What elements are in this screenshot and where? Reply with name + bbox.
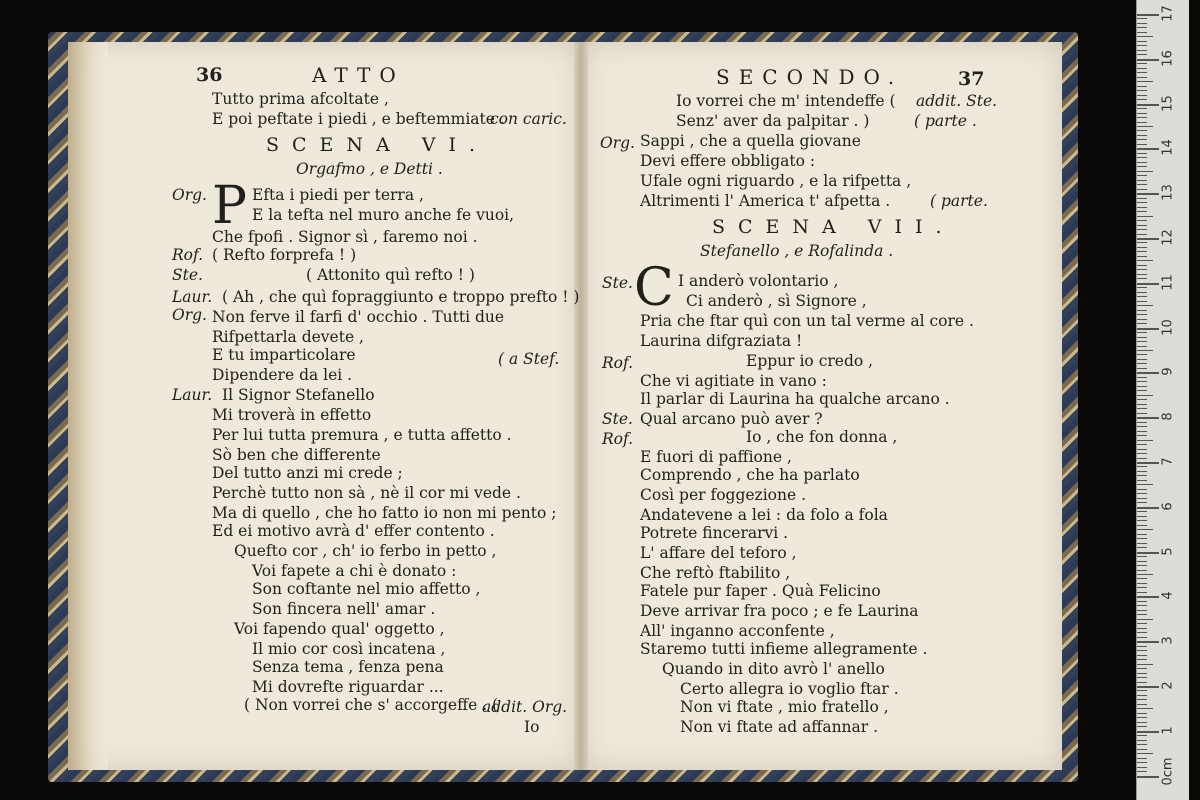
ruler-number: 3: [1160, 636, 1176, 645]
ruler-minor-tick: [1137, 251, 1147, 252]
ruler-major-tick: [1137, 328, 1159, 330]
ruler-minor-tick: [1137, 690, 1147, 691]
ruler-number: 13: [1160, 184, 1176, 201]
right-page-text-line: Org.: [600, 134, 635, 152]
left-page-text-line: Voi fapete a chi è donato :: [252, 562, 457, 580]
ruler-major-tick: [1137, 372, 1159, 374]
ruler-minor-tick: [1137, 220, 1147, 221]
ruler-minor-tick: [1137, 18, 1147, 19]
ruler-minor-tick: [1137, 386, 1147, 387]
ruler-minor-tick: [1137, 516, 1147, 517]
ruler-minor-tick: [1137, 502, 1147, 503]
right-page-text-line: Ste.: [602, 410, 633, 428]
right-page-text-line: I anderò volontario ,: [678, 272, 839, 290]
ruler-minor-tick: [1137, 484, 1153, 485]
ruler-major-tick: [1137, 59, 1159, 61]
ruler-number: 0cm: [1160, 757, 1176, 786]
left-page-text-line: Efta i piedi per terra ,: [252, 186, 424, 204]
ruler-minor-tick: [1137, 363, 1147, 364]
ruler-minor-tick: [1137, 68, 1147, 69]
ruler-minor-tick: [1137, 471, 1147, 472]
right-page-text-line: Non vi ftate ad affannar .: [680, 718, 879, 736]
left-page-text-line: Ste.: [172, 266, 203, 284]
left-page-text-line: Voi fapendo qual' oggetto ,: [234, 620, 445, 638]
ruler-minor-tick: [1137, 189, 1147, 190]
left-page-text-line: Rof.: [172, 246, 204, 264]
drop-cap-left: P: [212, 176, 247, 236]
ruler-minor-tick: [1137, 650, 1147, 651]
left-page-text-line: Per lui tutta premura , e tutta affetto .: [212, 426, 512, 444]
ruler-minor-tick: [1137, 632, 1147, 633]
ruler-minor-tick: [1137, 95, 1147, 96]
left-page-text-line: Ma di quello , che ho fatto io non mi pento ;: [212, 504, 557, 522]
left-page-text-line: Che fpofi . Signor sì , faremo noi .: [212, 228, 478, 246]
ruler-minor-tick: [1137, 664, 1153, 665]
ruler-minor-tick: [1137, 207, 1147, 208]
left-page-text-line: ( Non vorrei che s' accorgeffe . (: [244, 696, 499, 714]
ruler-minor-tick: [1137, 63, 1147, 64]
left-page-text-line: Rifpettarla devete ,: [212, 328, 364, 346]
right-page-text-line: Certo allegra io voglio ftar .: [680, 680, 899, 698]
ruler-minor-tick: [1137, 440, 1153, 441]
ruler-major-tick: [1137, 776, 1159, 778]
ruler-minor-tick: [1137, 489, 1147, 490]
ruler-minor-tick: [1137, 431, 1147, 432]
left-page-text-line: Org.: [172, 306, 207, 324]
ruler-minor-tick: [1137, 202, 1147, 203]
ruler-minor-tick: [1137, 198, 1147, 199]
stage-note: con caric.: [490, 110, 567, 128]
right-page-text-line: Senz' aver da palpitar . ): [676, 112, 870, 130]
left-page-text-line: E poi peftate i piedi , e beftemmiate .: [212, 110, 505, 128]
ruler-minor-tick: [1137, 399, 1147, 400]
ruler-minor-tick: [1137, 144, 1147, 145]
ruler-minor-tick: [1137, 314, 1147, 315]
ruler-number: 7: [1160, 457, 1176, 466]
right-page-text-line: E fuori di paffione ,: [640, 448, 792, 466]
ruler-minor-tick: [1137, 296, 1147, 297]
ruler-minor-tick: [1137, 538, 1147, 539]
right-page-text-line: Qual arcano può aver ?: [640, 410, 823, 428]
right-page-text-line: Ste.: [602, 274, 633, 292]
ruler-minor-tick: [1137, 570, 1147, 571]
left-page-text-line: Son coftante nel mio affetto ,: [252, 580, 481, 598]
ruler-minor-tick: [1137, 682, 1147, 683]
ruler-minor-tick: [1137, 525, 1147, 526]
ruler-minor-tick: [1137, 113, 1147, 114]
ruler-minor-tick: [1137, 54, 1147, 55]
ruler-minor-tick: [1137, 50, 1147, 51]
ruler-minor-tick: [1137, 139, 1147, 140]
ruler-minor-tick: [1137, 673, 1147, 674]
ruler-minor-tick: [1137, 305, 1153, 306]
ruler-minor-tick: [1137, 493, 1147, 494]
ruler-minor-tick: [1137, 699, 1147, 700]
ruler-major-tick: [1137, 148, 1159, 150]
left-page-text-line: E la tefta nel muro anche fe vuoi,: [252, 206, 515, 224]
left-page-text-line: Senza tema , fenza pena: [252, 658, 444, 676]
right-page-text-line: ( parte .: [914, 112, 977, 130]
left-page-text-line: Orgafmo , e Detti .: [296, 160, 443, 178]
ruler-minor-tick: [1137, 27, 1147, 28]
ruler-minor-tick: [1137, 287, 1147, 288]
ruler-minor-tick: [1137, 323, 1147, 324]
ruler-minor-tick: [1137, 99, 1147, 100]
ruler-minor-tick: [1137, 135, 1147, 136]
right-page-text-line: All' inganno acconfente ,: [640, 622, 835, 640]
left-page-text-line: Quefto cor , ch' io ferbo in petto ,: [234, 542, 497, 560]
ruler-minor-tick: [1137, 36, 1153, 37]
ruler-minor-tick: [1137, 368, 1147, 369]
drop-cap-right: C: [634, 258, 674, 318]
right-page-text-line: Pria che ftar quì con un tal verme al core .: [640, 312, 974, 330]
right-page-text-line: Comprendo , che ha parlato: [640, 466, 860, 484]
ruler-minor-tick: [1137, 274, 1147, 275]
ruler-minor-tick: [1137, 735, 1147, 736]
left-page-text-line: Sò ben che differente: [212, 446, 381, 464]
ruler-minor-tick: [1137, 619, 1153, 620]
ruler-number: 9: [1160, 367, 1176, 377]
right-page-text-line: Che vi agitiate in vano :: [640, 372, 827, 390]
right-page-text-line: ( parte.: [930, 192, 988, 210]
ruler-minor-tick: [1137, 623, 1147, 624]
ruler-minor-tick: [1137, 547, 1147, 548]
ruler-minor-tick: [1137, 278, 1147, 279]
ruler-minor-tick: [1137, 753, 1153, 754]
ruler-minor-tick: [1137, 444, 1147, 445]
right-page-text-line: SCENA VII.: [712, 216, 955, 238]
ruler-number: 11: [1160, 274, 1176, 291]
left-page-text-line: ( Refto forprefa ! ): [212, 246, 357, 264]
ruler-minor-tick: [1137, 717, 1147, 718]
ruler-minor-tick: [1137, 408, 1147, 409]
ruler-minor-tick: [1137, 225, 1147, 226]
ruler-minor-tick: [1137, 211, 1147, 212]
ruler-minor-tick: [1137, 574, 1153, 575]
right-page-text-line: Fatele pur faper . Quà Felicino: [640, 582, 881, 600]
ruler-minor-tick: [1137, 242, 1147, 243]
ruler-major-tick: [1137, 686, 1159, 688]
ruler-minor-tick: [1137, 695, 1147, 696]
right-page-text-line: Laurina difgraziata !: [640, 332, 803, 350]
ruler-minor-tick: [1137, 655, 1147, 656]
ruler-minor-tick: [1137, 628, 1147, 629]
ruler-minor-tick: [1137, 180, 1147, 181]
right-page-text-line: Ci anderò , sì Signore ,: [686, 292, 867, 310]
ruler-minor-tick: [1137, 534, 1147, 535]
ruler-minor-tick: [1137, 122, 1147, 123]
left-page-text-line: Del tutto anzi mi crede ;: [212, 464, 403, 482]
left-page-text-line: Mi dovrefte riguardar ...: [252, 678, 444, 696]
left-page-text-line: Org.: [172, 186, 207, 204]
ruler-minor-tick: [1137, 771, 1147, 772]
right-page-number: 37: [958, 68, 985, 90]
left-page-number: 36: [196, 64, 223, 86]
ruler-minor-tick: [1137, 346, 1147, 347]
ruler-minor-tick: [1137, 86, 1147, 87]
ruler-major-tick: [1137, 193, 1159, 195]
ruler-number: 5: [1160, 546, 1176, 556]
left-running-header: ATTO: [312, 63, 405, 87]
ruler-minor-tick: [1137, 32, 1147, 33]
ruler-number: 4: [1160, 591, 1176, 601]
left-page-text-line: Non ferve il farfi d' occhio . Tutti due: [212, 308, 505, 326]
ruler-minor-tick: [1137, 498, 1147, 499]
ruler-minor-tick: [1137, 413, 1147, 414]
ruler-minor-tick: [1137, 381, 1147, 382]
ruler-minor-tick: [1137, 605, 1147, 606]
ruler-minor-tick: [1137, 292, 1147, 293]
ruler-minor-tick: [1137, 81, 1153, 82]
ruler-minor-tick: [1137, 171, 1153, 172]
left-page-text-line: Dipendere da lei .: [212, 366, 353, 384]
ruler-minor-tick: [1137, 332, 1147, 333]
left-page-text-line: ( a Stef.: [498, 350, 560, 368]
ruler-minor-tick: [1137, 583, 1147, 584]
left-page-text-line: Son fincera nell' amar .: [252, 600, 436, 618]
ruler-minor-tick: [1137, 458, 1147, 459]
ruler-number: 1: [1160, 726, 1176, 735]
left-page-text-line: Tutto prima afcoltate ,: [212, 90, 389, 108]
right-page-text-line: Quando in dito avrò l' anello: [662, 660, 885, 678]
ruler-minor-tick: [1137, 337, 1147, 338]
ruler-major-tick: [1137, 238, 1159, 240]
ruler-number: 15: [1160, 94, 1176, 112]
ruler-minor-tick: [1137, 354, 1147, 355]
ruler-minor-tick: [1137, 475, 1147, 476]
ruler-minor-tick: [1137, 377, 1147, 378]
ruler-minor-tick: [1137, 668, 1147, 669]
ruler-minor-tick: [1137, 592, 1147, 593]
left-page-text-line: Perchè tutto non sà , nè il cor mi vede .: [212, 484, 521, 502]
ruler-minor-tick: [1137, 610, 1147, 611]
ruler-minor-tick: [1137, 614, 1147, 615]
ruler-number: 8: [1160, 412, 1176, 421]
ruler-number: 16: [1160, 50, 1176, 67]
left-page-text-line: Il Signor Stefanello: [222, 386, 375, 404]
ruler-number: 14: [1160, 139, 1176, 157]
ruler-minor-tick: [1137, 359, 1147, 360]
right-page-text-line: Altrimenti l' America t' afpetta .: [640, 192, 891, 210]
ruler-minor-tick: [1137, 480, 1147, 481]
ruler-minor-tick: [1137, 341, 1147, 342]
ruler-minor-tick: [1137, 130, 1147, 131]
right-page-text-line: Potrete fincerarvi .: [640, 524, 789, 542]
ruler-minor-tick: [1137, 350, 1153, 351]
ruler-minor-tick: [1137, 453, 1147, 454]
right-page-text-line: Stefanello , e Rofalinda .: [700, 242, 894, 260]
ruler-minor-tick: [1137, 404, 1147, 405]
left-page-text-line: ( Ah , che quì fopraggiunto e troppo prefto ! ): [222, 288, 580, 306]
ruler-minor-tick: [1137, 708, 1153, 709]
right-page-text-line: L' affare del teforo ,: [640, 544, 797, 562]
right-page-text-line: Che reftò ftabilito ,: [640, 564, 791, 582]
ruler-number: 12: [1160, 229, 1176, 246]
ruler-minor-tick: [1137, 449, 1147, 450]
ruler-minor-tick: [1137, 41, 1147, 42]
ruler-minor-tick: [1137, 184, 1147, 185]
ruler-minor-tick: [1137, 175, 1147, 176]
ruler-minor-tick: [1137, 301, 1147, 302]
left-page-text-line: Il mio cor così incatena ,: [252, 640, 446, 658]
ruler-minor-tick: [1137, 23, 1147, 24]
ruler-minor-tick: [1137, 256, 1147, 257]
ruler-minor-tick: [1137, 637, 1147, 638]
ruler-major-tick: [1137, 552, 1159, 554]
ruler-minor-tick: [1137, 265, 1147, 266]
ruler-minor-tick: [1137, 117, 1147, 118]
ruler-minor-tick: [1137, 556, 1147, 557]
ruler-minor-tick: [1137, 740, 1147, 741]
ruler-number: 10: [1160, 318, 1176, 336]
ruler-major-tick: [1137, 417, 1159, 419]
ruler-major-tick: [1137, 731, 1159, 733]
left-page-text-line: ( Attonito quì refto ! ): [306, 266, 475, 284]
right-page-text-line: Rof.: [602, 354, 634, 372]
left-page-text-line: Io: [524, 718, 540, 736]
ruler-minor-tick: [1137, 426, 1147, 427]
left-page-text-line: Ed ei motivo avrà d' effer contento .: [212, 522, 495, 540]
ruler-minor-tick: [1137, 722, 1147, 723]
ruler-minor-tick: [1137, 565, 1147, 566]
ruler-minor-tick: [1137, 72, 1147, 73]
ruler-minor-tick: [1137, 390, 1147, 391]
ruler-major-tick: [1137, 14, 1159, 16]
right-page-text-line: Rof.: [602, 430, 634, 448]
ruler-minor-tick: [1137, 726, 1147, 727]
ruler-minor-tick: [1137, 561, 1147, 562]
ruler-minor-tick: [1137, 269, 1147, 270]
ruler-minor-tick: [1137, 601, 1147, 602]
right-page-text-line: Sappi , che a quella giovane: [640, 132, 861, 150]
ruler-minor-tick: [1137, 543, 1147, 544]
ruler-major-tick: [1137, 641, 1159, 643]
left-page-text-line: E tu imparticolare: [212, 346, 356, 364]
ruler-minor-tick: [1137, 511, 1147, 512]
right-page-text-line: Devi effere obbligato :: [640, 152, 816, 170]
ruler-minor-tick: [1137, 77, 1147, 78]
ruler-minor-tick: [1137, 758, 1147, 759]
left-page-text-line: SCENA VI.: [266, 134, 489, 156]
ruler-minor-tick: [1137, 395, 1153, 396]
right-page-text-line: Io , che fon donna ,: [746, 428, 898, 446]
left-page-text-line: Laur.: [172, 288, 213, 306]
right-page-text-line: Io vorrei che m' intendeffe (: [676, 92, 896, 110]
ruler-minor-tick: [1137, 108, 1147, 109]
ruler-minor-tick: [1137, 260, 1153, 261]
right-page-text-line: Eppur io credo ,: [746, 352, 874, 370]
right-page-text-line: Ufale ogni riguardo , e la rifpetta ,: [640, 172, 912, 190]
right-page-text-line: Andatevene a lei : da folo a fola: [640, 506, 888, 524]
ruler-major-tick: [1137, 462, 1159, 464]
ruler-major-tick: [1137, 283, 1159, 285]
ruler-minor-tick: [1137, 744, 1147, 745]
ruler-major-tick: [1137, 596, 1159, 598]
ruler-minor-tick: [1137, 310, 1147, 311]
right-page-text-line: addit. Ste.: [916, 92, 998, 110]
ruler-minor-tick: [1137, 466, 1147, 467]
right-page-text-line: Non vi ftate , mio fratello ,: [680, 698, 889, 716]
ruler-minor-tick: [1137, 234, 1147, 235]
ruler-major-tick: [1137, 507, 1159, 509]
ruler-minor-tick: [1137, 520, 1147, 521]
ruler-minor-tick: [1137, 749, 1147, 750]
right-page-text-line: Staremo tutti infieme allegramente .: [640, 640, 928, 658]
ruler-minor-tick: [1137, 216, 1153, 217]
right-page-text-line: Così per foggezione .: [640, 486, 807, 504]
ruler-minor-tick: [1137, 319, 1147, 320]
ruler-number: 2: [1160, 681, 1176, 690]
ruler-minor-tick: [1137, 90, 1147, 91]
ruler-minor-tick: [1137, 166, 1147, 167]
ruler-minor-tick: [1137, 126, 1153, 127]
ruler-minor-tick: [1137, 646, 1147, 647]
right-running-header: SECONDO.: [716, 65, 904, 89]
ruler-minor-tick: [1137, 713, 1147, 714]
ruler-minor-tick: [1137, 157, 1147, 158]
ruler-minor-tick: [1137, 153, 1147, 154]
ruler-minor-tick: [1137, 529, 1153, 530]
ruler-minor-tick: [1137, 767, 1147, 768]
right-page-text-line: Deve arrivar fra poco ; e fe Laurina: [640, 602, 919, 620]
ruler-minor-tick: [1137, 435, 1147, 436]
right-page-text-line: Il parlar di Laurina ha qualche arcano .: [640, 390, 950, 408]
left-page-text-line: Laur.: [172, 386, 213, 404]
ruler-minor-tick: [1137, 45, 1147, 46]
ruler-minor-tick: [1137, 162, 1147, 163]
ruler-minor-tick: [1137, 762, 1147, 763]
ruler-minor-tick: [1137, 422, 1147, 423]
ruler-number: 17: [1160, 5, 1176, 22]
ruler-minor-tick: [1137, 704, 1147, 705]
ruler-major-tick: [1137, 104, 1159, 106]
ruler-minor-tick: [1137, 677, 1147, 678]
ruler-minor-tick: [1137, 229, 1147, 230]
ruler-minor-tick: [1137, 587, 1147, 588]
left-page-text-line: addit. Org.: [482, 698, 568, 716]
ruler-minor-tick: [1137, 659, 1147, 660]
left-page-text-line: Mi troverà in effetto: [212, 406, 372, 424]
ruler-minor-tick: [1137, 247, 1147, 248]
ruler-number: 6: [1160, 502, 1176, 511]
book-gutter: [574, 42, 588, 770]
ruler-minor-tick: [1137, 578, 1147, 579]
